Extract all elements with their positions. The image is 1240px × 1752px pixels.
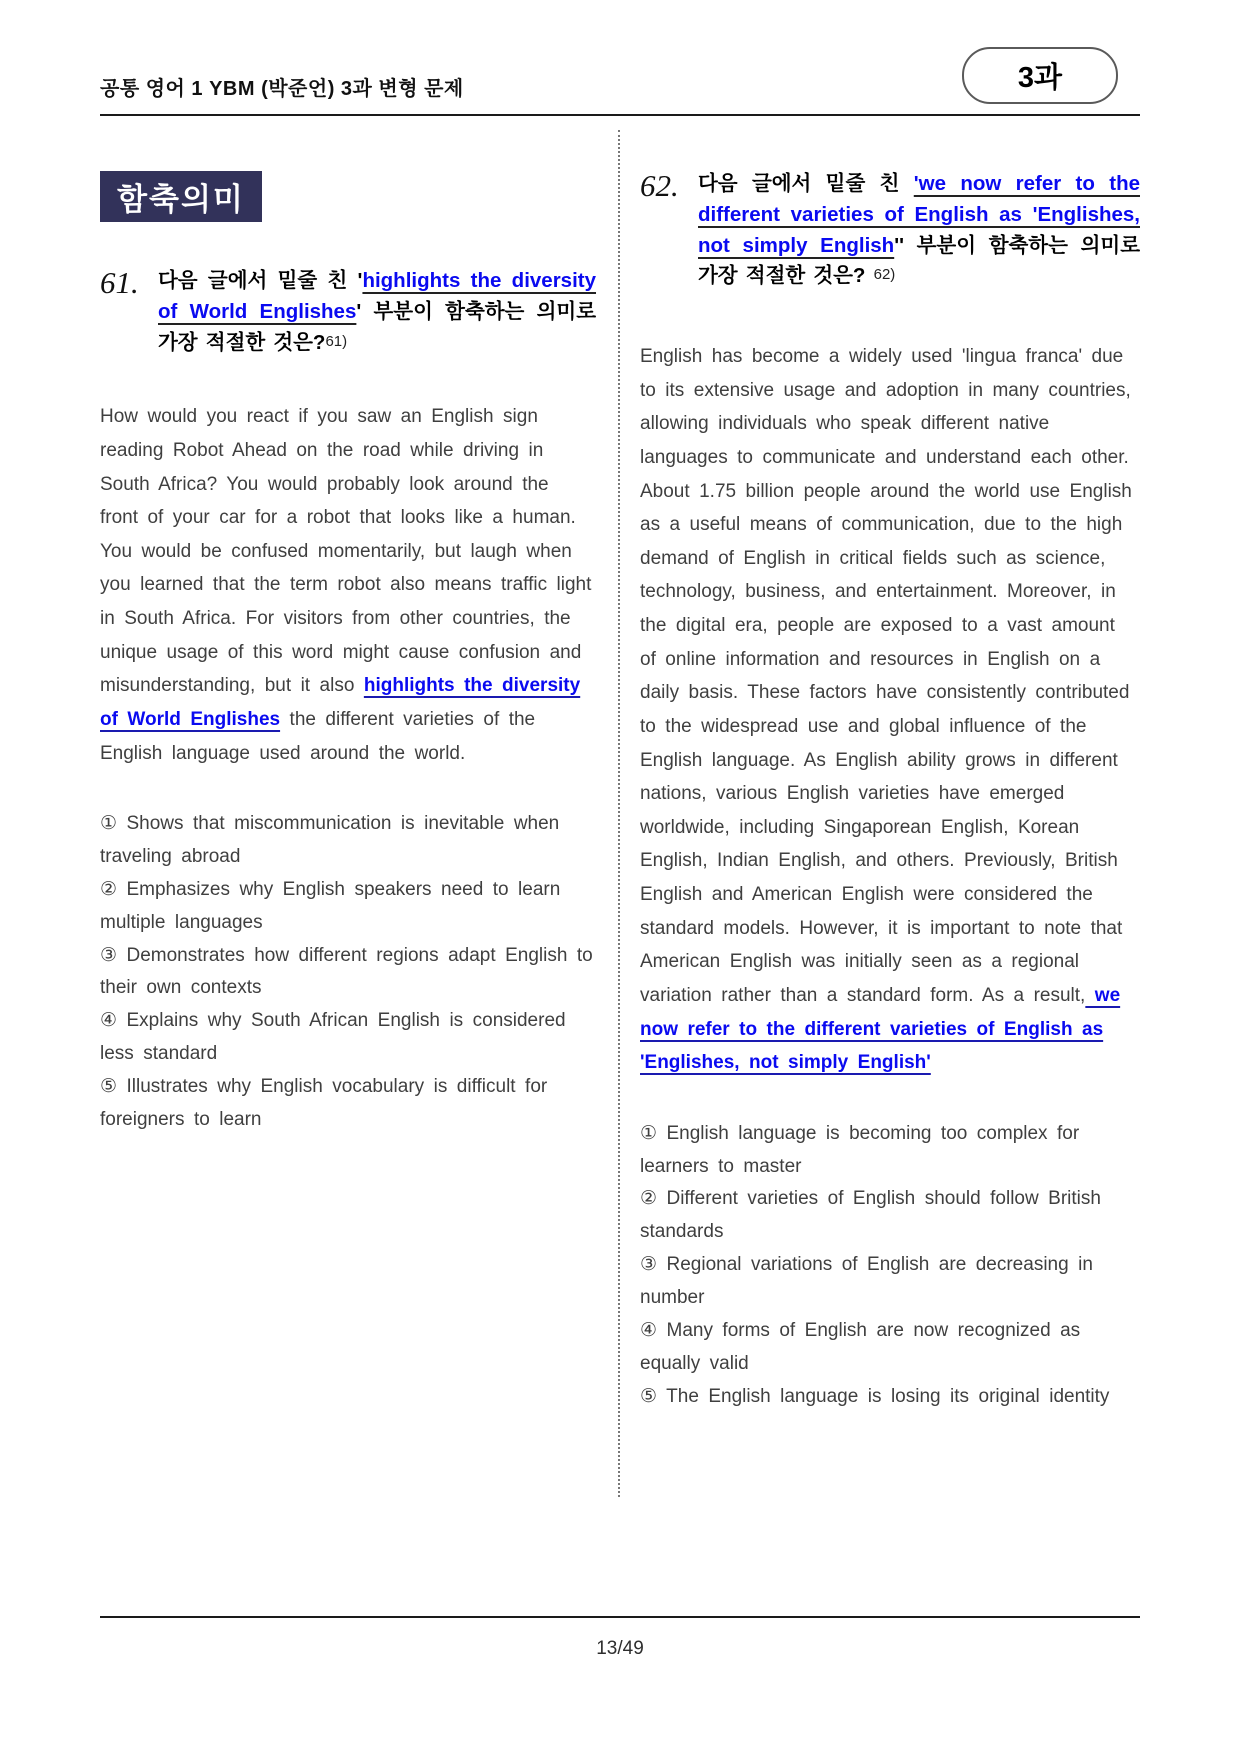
text-segment: 62) bbox=[873, 266, 896, 284]
section-label: 함축의미 bbox=[117, 182, 245, 217]
option-item: ⑤ The English language is losing its original identity bbox=[640, 1385, 1110, 1407]
text-segment: 다음 글에서 밑줄 친 ' bbox=[158, 269, 363, 292]
underlined-phrase: highlights the diversity of World Englishes bbox=[158, 269, 597, 323]
text-segment: the different varieties of the English language used around the world. bbox=[100, 708, 536, 764]
option-item: ③ Regional variations of English are decreasing in number bbox=[640, 1254, 1093, 1309]
header-rule bbox=[100, 114, 1140, 116]
question-62-number: 62. bbox=[640, 168, 679, 203]
question-61-number: 61. bbox=[100, 265, 139, 300]
section-label-box bbox=[100, 171, 262, 222]
option-item: ② Different varieties of English should follow British standards bbox=[640, 1188, 1101, 1243]
question-61-passage bbox=[100, 400, 596, 770]
chapter-badge bbox=[962, 47, 1118, 104]
footer-rule bbox=[100, 1616, 1140, 1618]
left-column bbox=[100, 130, 596, 1137]
option-item: ① Shows that miscommunication is inevitable when traveling abroad bbox=[100, 813, 560, 867]
underlined-phrase: 'we now refer to the different varieties of English as 'Englishes, not simply English bbox=[698, 172, 1140, 257]
option-item: ⑤ Illustrates why English vocabulary is difficult for foreigners to learn bbox=[100, 1076, 548, 1130]
column-divider bbox=[618, 130, 620, 1497]
question-61-options bbox=[100, 808, 596, 1137]
text-segment: 61) bbox=[325, 332, 348, 350]
option-item: ② Emphasizes why English speakers need to learn multiple languages bbox=[100, 878, 561, 933]
underlined-phrase: we now refer to the different varieties of English as 'Englishes, not simply English' bbox=[640, 984, 1121, 1074]
question-61-title bbox=[158, 266, 596, 358]
text-segment: '' 부분이 함축하는 의미로 가장 적절한 것은? bbox=[698, 233, 1140, 288]
option-item: ④ Many forms of English are now recognized as equally valid bbox=[640, 1319, 1081, 1374]
option-item: ③ Demonstrates how different regions adapt English to their own contexts bbox=[100, 944, 593, 999]
question-62-passage bbox=[640, 340, 1140, 1080]
page-number: 13/49 bbox=[596, 1638, 644, 1659]
option-item: ④ Explains why South African English is considered less standard bbox=[100, 1010, 566, 1065]
content-columns bbox=[100, 130, 1140, 1413]
question-61 bbox=[100, 266, 596, 358]
text-segment: 다음 글에서 밑줄 친 bbox=[698, 172, 914, 195]
text-segment: ' 부분이 함축하는 의미로 가장 적절한 것은? bbox=[158, 299, 596, 354]
question-62-options bbox=[640, 1118, 1140, 1414]
text-segment: English has become a widely used 'lingua franca' due to its extensive usage and adoption in many countries, allowing individuals who speak different native languages to communicate and understand each other. About 1.75 billion people around the world use English as a useful means of communication, due to the high demand of English in critical fields such as science, technology, business, and entertainment. Moreover, in the digital era, people are exposed to a vast amount of online information and resources in English on a daily basis. These factors have consistently contributed to the widespread use and global influence of the English language. As English ability grows in different nations, various English varieties have emerged worldwide, including Singaporean English, Korean English, Indian English, and others. Previously, British English and American English were considered the standard models. However, it is important to note that American English was initially seen as a regional variation rather than a standard form. As a result, bbox=[640, 346, 1132, 1006]
chapter-badge-label: 3과 bbox=[1017, 62, 1063, 94]
text-segment: How would you react if you saw an English sign reading Robot Ahead on the road while driving in South Africa? You would probably look around the front of your car for a robot that looks like a human. You would be confused momentarily, but laugh when you learned that the term robot also means traffic light in South Africa. For visitors from other countries, the unique usage of this word might cause confusion and misunderstanding, but it also bbox=[100, 406, 592, 697]
right-column bbox=[640, 130, 1140, 1413]
question-62 bbox=[640, 169, 1140, 292]
document-title: 공통 영어 1 YBM (박준언) 3과 변형 문제 bbox=[100, 78, 464, 100]
option-item: ① English language is becoming too complex for learners to master bbox=[640, 1122, 1080, 1177]
question-62-title bbox=[698, 169, 1140, 292]
underlined-phrase: highlights the diversity of World Englishes bbox=[100, 675, 581, 730]
